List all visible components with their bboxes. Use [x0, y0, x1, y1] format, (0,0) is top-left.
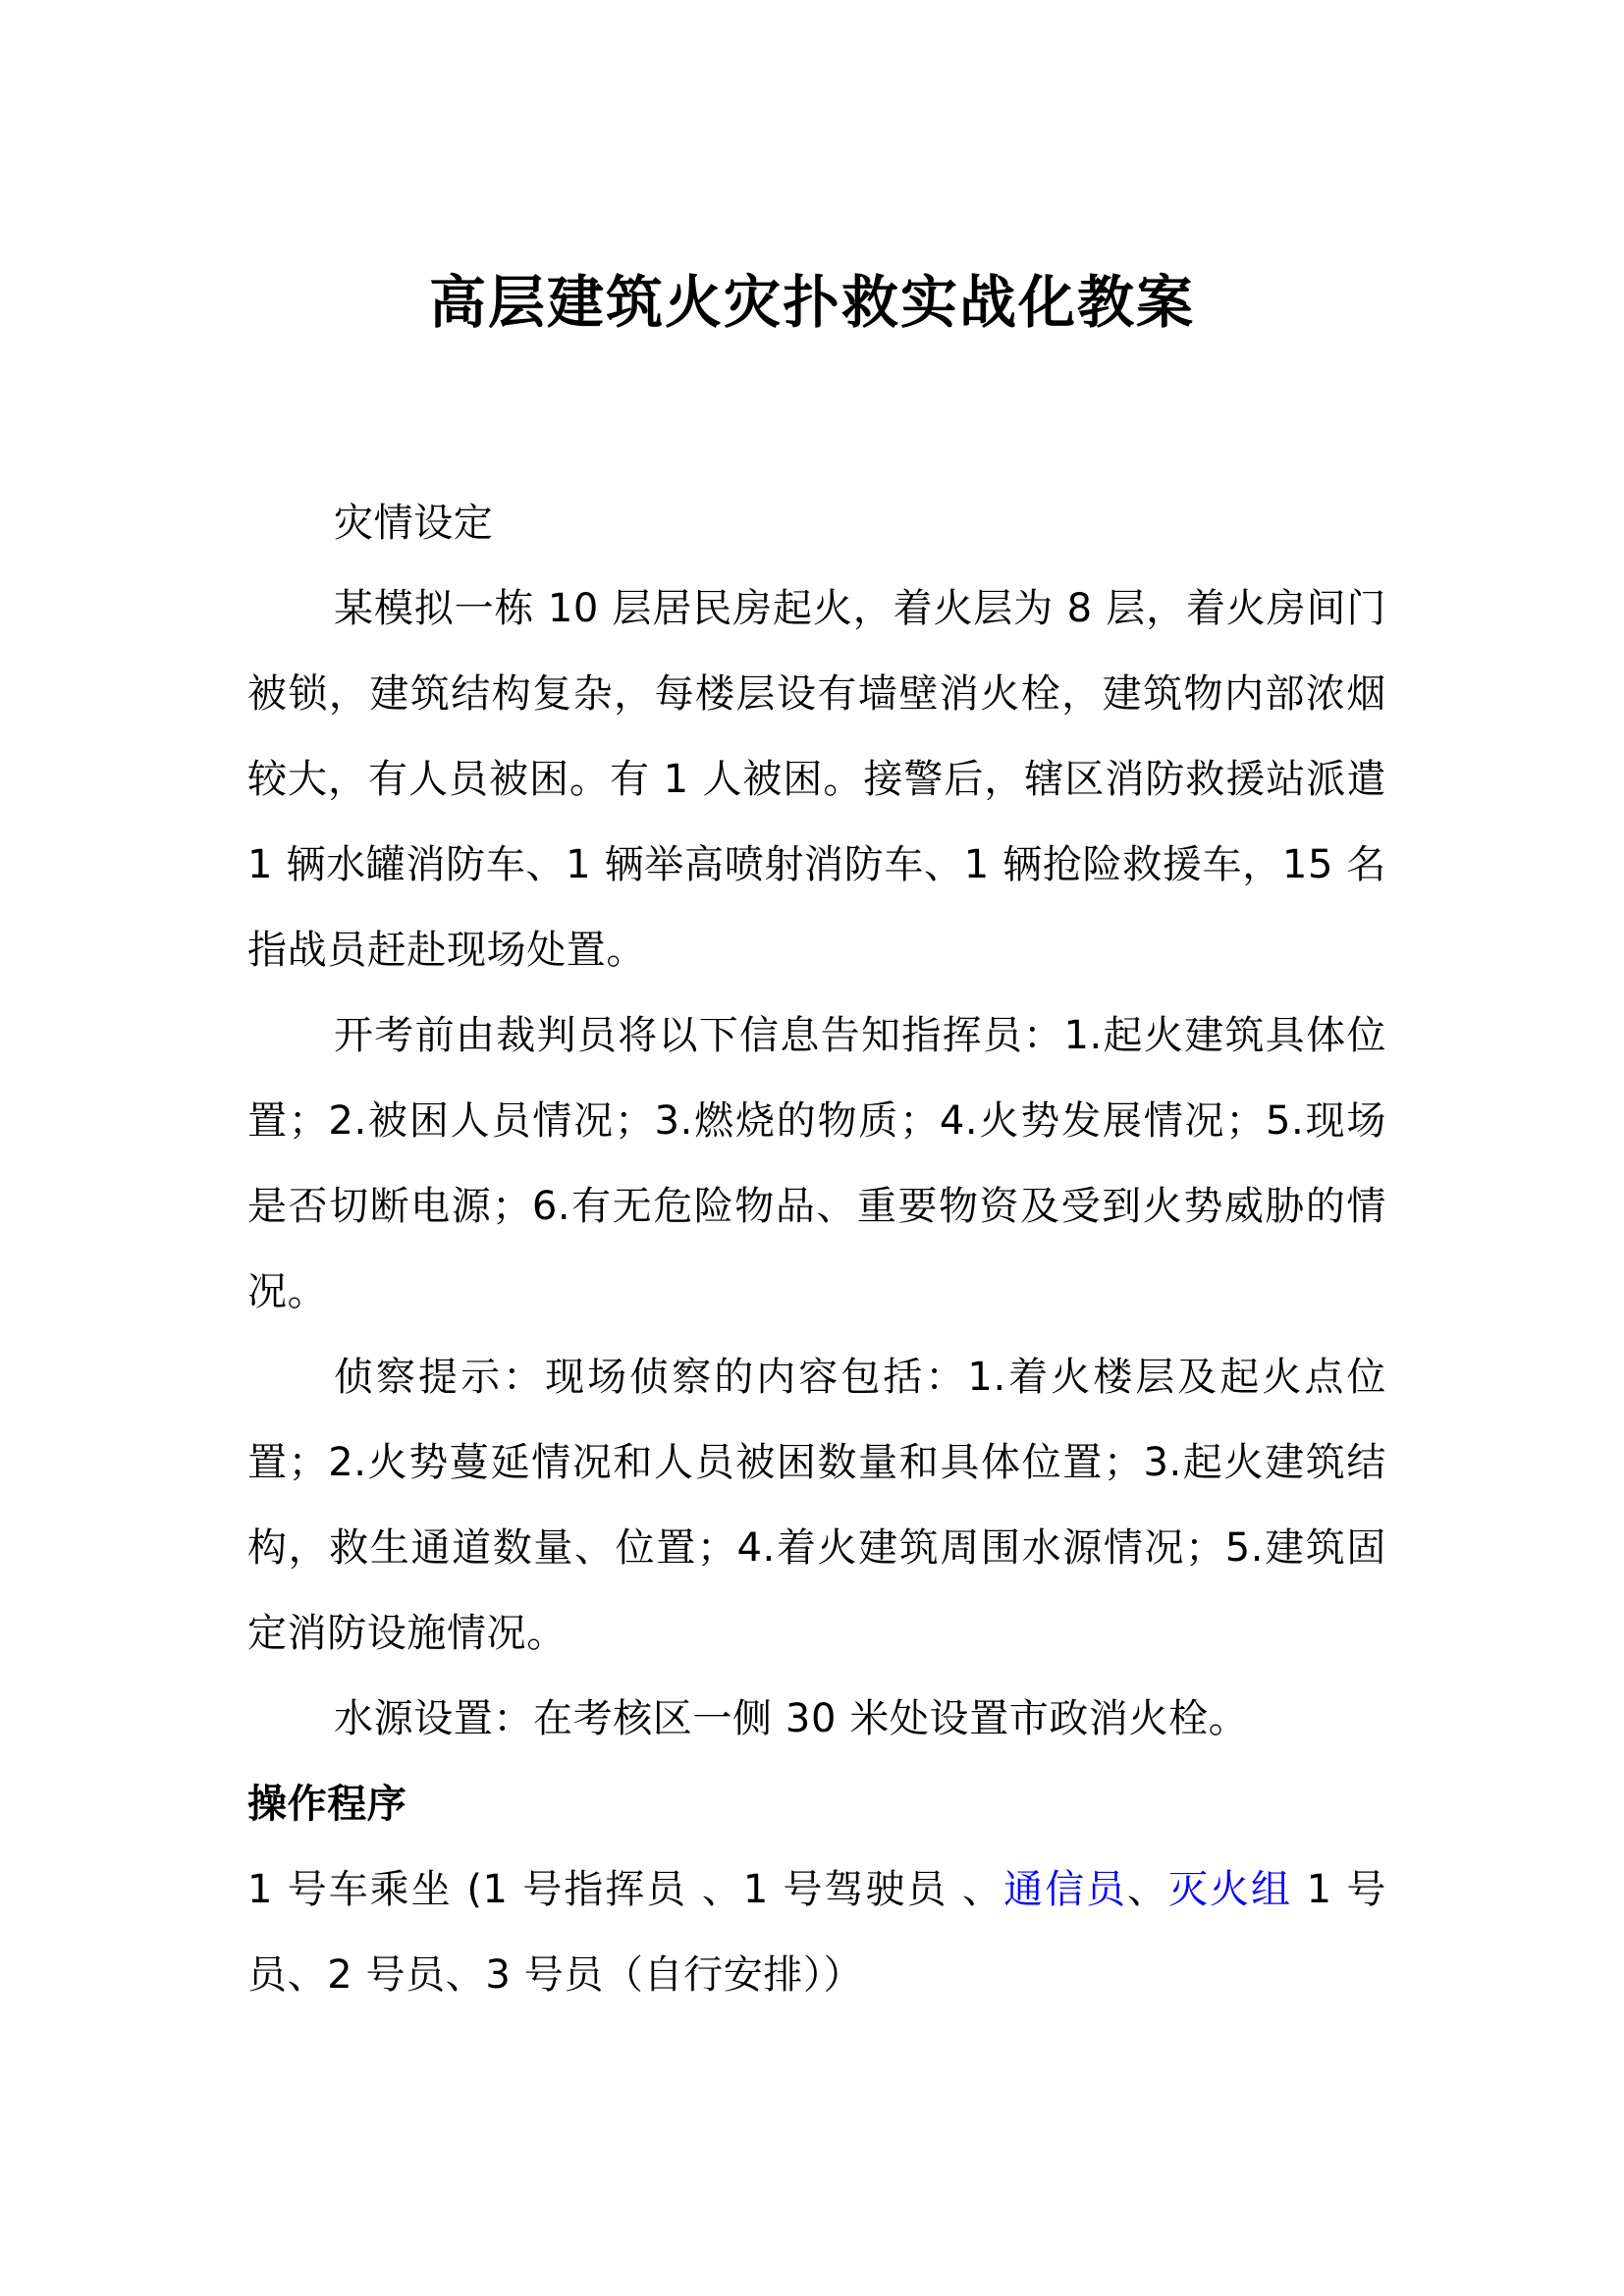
disaster-setting-paragraph: 某模拟一栋 10 层居民房起火，着火层为 8 层，着火房间门被锁，建筑结构复杂，每楼层设有墙壁消火栓，建筑物内部浓烟较大，有人员被困。有 1 人被困。接警后，辖区消防救援站派遣 1 辆水罐消防车、1 辆举高喷射消防车、1 辆抢险救援车，15 名指战员赶赴现场处置。	[247, 586, 1386, 973]
disaster-setting-label: 灾情设定	[334, 501, 494, 546]
document-title: 高层建筑火灾扑救实战化教案	[428, 269, 1195, 336]
document-body	[247, 481, 1386, 2018]
procedure-separator: 、	[1127, 1867, 1169, 1912]
firefighting-group-link[interactable]: 灭火组	[1168, 1867, 1292, 1912]
pre-exam-info-paragraph: 开考前由裁判员将以下信息告知指挥员：1.起火建筑具体位置；2.被困人员情况；3.燃烧的物质；4.火势发展情况；5.现场是否切断电源；6.有无危险物品、重要物资及受到火势威胁的情况。	[247, 1013, 1386, 1314]
communicator-link[interactable]: 通信员	[1003, 1867, 1128, 1912]
recon-hint-paragraph: 侦察提示：现场侦察的内容包括：1.着火楼层及起火点位置；2.火势蔓延情况和人员被困数量和具体位置；3.起火建筑结构，救生通道数量、位置；4.着火建筑周围水源情况；5.建筑固定消防设施情况。	[247, 1355, 1386, 1656]
procedure-text-part1: 1 号车乘坐 (1 号指挥员 、1 号驾驶员 、	[247, 1867, 1004, 1912]
procedure-heading: 操作程序	[247, 1782, 407, 1827]
procedure-paragraph	[247, 1847, 1386, 2018]
water-source-paragraph: 水源设置：在考核区一侧 30 米处设置市政消火栓。	[334, 1696, 1249, 1741]
procedure-text-part2: 1 号员、2 号员、3 号员（自行安排））	[247, 1867, 1386, 1998]
